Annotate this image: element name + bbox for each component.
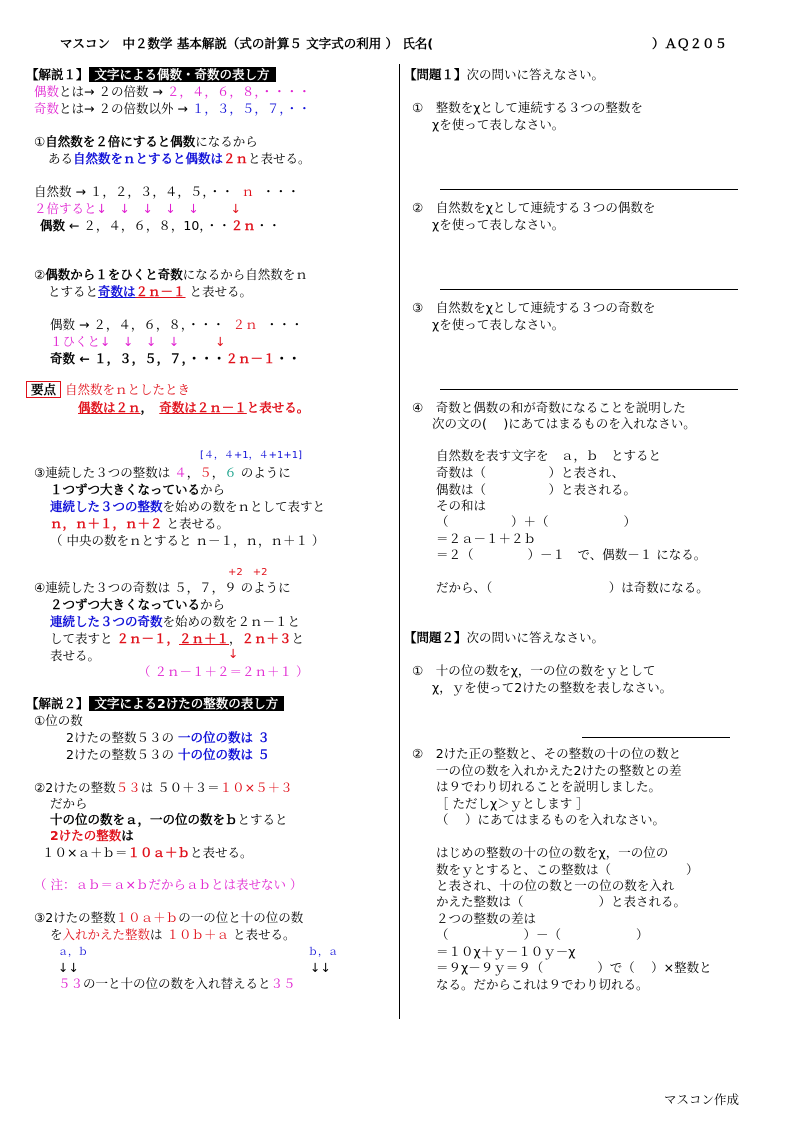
problem2-q1-line2: χ，ｙを使って2けたの整数を表しなさい。 xyxy=(432,680,673,695)
section1-title: 文字による偶数・奇数の表し方 xyxy=(89,67,276,82)
q1-heading: ①位の数 xyxy=(34,713,83,728)
problem1-q1-line2: χを使って表しなさい。 xyxy=(432,117,565,132)
point2-line1: ②偶数から１をひくと奇数になるから自然数をｎ xyxy=(34,267,308,282)
problem1-q4-line1: ④ 奇数と偶数の和が奇数になることを説明した xyxy=(412,400,686,415)
point3-line1: ③連続した３つの整数は ４，５，６ のように xyxy=(34,465,291,480)
point2-line2: とすると奇数は２ｎ－１ と表せる。 xyxy=(48,284,253,299)
arrows-right: ↓↓ xyxy=(310,960,331,975)
key-point: 要点 自然数をｎとしたとき xyxy=(26,382,190,398)
q3-line2: を入れかえた整数は １０ｂ＋ａ と表せる。 xyxy=(50,927,296,942)
point4-formula: （ ２ｎ－１＋２＝２ｎ＋１ ） xyxy=(138,664,309,679)
down-arrow: ↓ xyxy=(228,646,239,661)
q1-tens: 2けたの整数５３の 十の位の数は ５ xyxy=(66,747,270,762)
q2-line5: １０×ａ＋ｂ＝１０ａ＋ｂと表せる。 xyxy=(42,845,253,860)
section2-header xyxy=(26,696,284,712)
sheet-code: ）ＡＱ２０５ xyxy=(652,36,728,51)
answer-line-2[interactable] xyxy=(440,289,738,290)
problem1-q4-line10: だから、（ ）は奇数になる。 xyxy=(436,580,709,595)
key-point-badge: 要点 xyxy=(26,381,61,398)
problem1-q4-line7: （ ）＋（ ） xyxy=(436,514,637,529)
q3-line1: ③2けたの整数１０ａ＋ｂの一の位と十の位の数 xyxy=(34,910,304,925)
problem1-q3-line2: χを使って表しなさい。 xyxy=(432,317,565,332)
problem1-q3-line1: ③ 自然数をχとして連続する３つの奇数を xyxy=(412,300,656,315)
problem1-q2-line2: χを使って表しなさい。 xyxy=(432,217,565,232)
answer-line-1[interactable] xyxy=(440,189,738,190)
problem1-q4-line4: 奇数は（ ）と表され、 xyxy=(436,465,625,480)
plus-two-note: +2 +2 xyxy=(228,567,268,578)
point3-line3: 連続した３つの整数を始めの数をｎとして表すと xyxy=(50,499,326,514)
problem1-q4-line6: その和は xyxy=(436,498,487,513)
point3-line5: （ 中央の数をｎとすると ｎ－１，ｎ，ｎ＋１ ） xyxy=(50,533,325,548)
table1-row3: 偶数 ← ２，４，６，８，10，・・２ｎ・・ xyxy=(40,218,281,233)
problem2-q2-line14: なる。だからこれは９でわり切れる。 xyxy=(436,977,649,992)
problem1-q4-line3: 自然数を表す文字を ａ，ｂ とすると xyxy=(436,448,662,463)
table2-row3: 奇数 ← １，３，５，７，・・・２ｎ－１・・ xyxy=(50,351,301,366)
q2-line3: 十の位の数をａ，一の位の数をｂとすると xyxy=(50,812,288,827)
problem2-q2-line12: ＝１０χ＋ｙ－１０ｙ－χ xyxy=(436,944,576,959)
point4-line2: ２つずつ大きくなっているから xyxy=(50,597,226,612)
problem1-header: 【問題１】次の問いに答えなさい。 xyxy=(404,67,605,82)
point3-line2: １つずつ大きくなっているから xyxy=(50,482,226,497)
problem1-q4-line9: ＝２（ ）－１ で、偶数－１ になる。 xyxy=(436,547,707,562)
q2-line4: 2けたの整数は xyxy=(50,828,134,843)
table2-row1: 偶数 → ２，４，６，８，・・・ ２ｎ ・・・ xyxy=(50,317,304,332)
arrows-left: ↓↓ xyxy=(58,960,79,975)
problem1-q4-line5: 偶数は（ ）と表される。 xyxy=(436,482,637,497)
point4-line4: して表すと ２ｎ－１，２ｎ＋１，２ｎ＋３と xyxy=(50,631,305,646)
problem2-q2-line3: は９でわり切れることを説明しました。 xyxy=(436,779,662,794)
bracket-note: [４，４+1，４+1+1] xyxy=(200,450,303,461)
section2-label: 【解説２】 xyxy=(26,696,89,711)
point4-line3: 連続した３つの奇数を始めの数を２ｎ－１と xyxy=(50,614,301,629)
q1-ones: 2けたの整数５３の 一の位の数は ３ xyxy=(66,730,270,745)
odd-def: 奇数とは→ ２の倍数以外 → １，３，５，７，・・ xyxy=(34,101,311,116)
problem2-q1-line1: ① 十の位の数をχ，一の位の数をｙとして xyxy=(412,663,656,678)
problem2-header: 【問題２】次の問いに答えなさい。 xyxy=(404,630,605,645)
ab-label-right: ｂ，ａ xyxy=(308,947,338,958)
problem2-q2-line8: と表され、十の位の数と一の位の数を入れ xyxy=(436,878,675,893)
problem2-q2-line6: はじめの整数の十の位の数をχ，一の位の xyxy=(436,845,669,860)
section1-label: 【解説１】 xyxy=(26,67,89,82)
table1-row1: 自然数 → １，２，３，４，５，・・ ｎ ・・・ xyxy=(34,184,300,199)
footer-credit: マスコン作成 xyxy=(664,1092,740,1107)
answer-line-4[interactable] xyxy=(582,737,730,738)
problem1-q4-line8: ＝２ａ－１＋２ｂ xyxy=(436,531,537,546)
point1-line1: ①自然数を２倍にすると偶数になるから xyxy=(34,134,258,149)
q2-line2: だから xyxy=(50,796,88,811)
point1-line2: ある自然数をｎとすると偶数は２ｎと表せる。 xyxy=(48,151,311,166)
page-title: マスコン 中２数学 基本解説（式の計算５ 文字式の利用 ） 氏名( xyxy=(60,36,434,51)
section2-title: 文字による2けたの整数の表し方 xyxy=(89,696,285,711)
problem2-q2-line13: ＝９χ－９ｙ＝９（ ）で（ ）×整数と xyxy=(436,960,712,975)
table1-row2: ２倍すると↓ ↓ ↓ ↓ ↓ ↓ xyxy=(34,201,242,216)
point4-line1: ④連続した３つの奇数は ５，７，９ のように xyxy=(34,580,291,595)
problem1-q1-line1: ① 整数をχとして連続する３つの整数を xyxy=(412,100,643,115)
point3-line4: ｎ，ｎ＋１，ｎ＋２ と表せる。 xyxy=(50,516,229,531)
problem2-q2-line10: ２つの整数の差は xyxy=(436,911,537,926)
problem2-q2-line4: ［ ただしχ＞ｙとします ］ xyxy=(436,796,589,811)
column-divider xyxy=(399,64,400,1019)
note: （ 注：ａｂ＝ａ×ｂだからａｂとは表せない ） xyxy=(34,877,303,892)
q3-line3: ５３の一と十の位の数を入れ替えると３５ xyxy=(58,976,296,991)
section1-header xyxy=(26,67,276,83)
q2-line1: ②2けたの整数５３は ５０＋３＝１０×５＋３ xyxy=(34,780,293,795)
point4-line5: 表せる。 xyxy=(50,648,101,663)
problem2-q2-line7: 数をｙとすると、この整数は（ ） xyxy=(436,862,699,877)
answer-line-3[interactable] xyxy=(440,389,738,390)
table2-row2: １ひくと↓ ↓ ↓ ↓ ↓ xyxy=(50,334,226,349)
even-def: 偶数とは→ ２の倍数 → ２，４，６，８，・・・・ xyxy=(34,84,311,99)
problem2-q2-line11: （ ）－（ ） xyxy=(436,927,649,942)
key-point-line2: 偶数は２ｎ， 奇数は２ｎ－１と表せる。 xyxy=(78,400,310,415)
problem2-q2-line5: （ ）にあてはまるものを入れなさい。 xyxy=(436,812,665,827)
problem2-q2-line1: ② 2けた正の整数と、その整数の十の位の数と xyxy=(412,746,682,761)
problem2-q2-line2: 一の位の数を入れかえた2けたの整数との差 xyxy=(436,763,682,778)
problem1-q4-line2: 次の文の( )にあてはまるものを入れなさい。 xyxy=(432,416,696,431)
problem2-q2-line9: かえた整数は（ ）と表される。 xyxy=(436,894,687,909)
ab-label-left: ａ，ｂ xyxy=(58,947,88,958)
problem1-q2-line1: ② 自然数をχとして連続する３つの偶数を xyxy=(412,200,656,215)
